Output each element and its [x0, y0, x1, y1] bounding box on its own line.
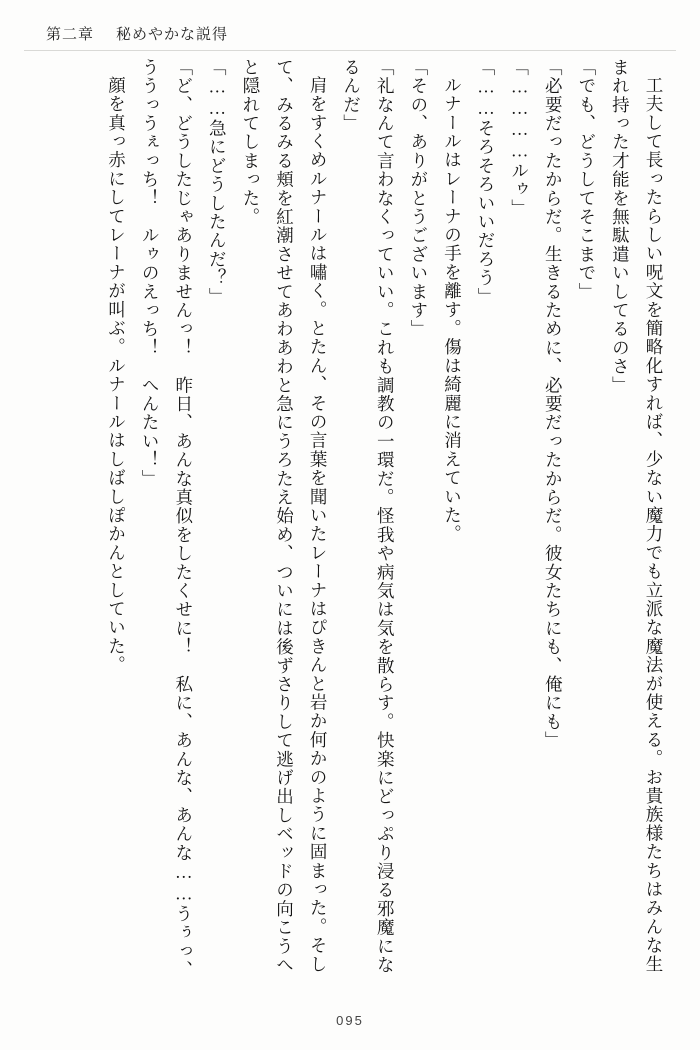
paragraph: 「その、ありがとうございます」 [408, 58, 429, 339]
paragraph: 顔を真っ赤にしてレーナが叫ぶ。ルナールはしばしぽかんとしていた。 [106, 75, 127, 674]
paragraph: 「……そろそろいいだろう」 [476, 58, 497, 307]
page-number: 095 [336, 1013, 364, 1028]
chapter-title: 秘めやかな説得 [116, 26, 229, 43]
paragraph: 「…………ルゥ」 [509, 58, 530, 218]
paragraph: 肩をすくめルナールは嘯く。とたん、その言葉を聞いたレーナはぴきんと岩か何かのように固まった。そして、みるみる頬を紅潮させてあわあわと急にうろたえ始め、ついには後ずさりして逃げ出しベッドの向こうへと隠れてしまった。 [240, 58, 329, 975]
body-text [30, 58, 670, 988]
paragraph: 「でも、どうしてそこまで」 [576, 58, 597, 302]
paragraph: 「必要だったからだ。生きるために、必要だったからだ。彼女たちにも、俺にも」 [543, 58, 564, 750]
paragraph: 「礼なんて言わなくっていい。これも調教の一環だ。怪我や病気は気を散らす。快楽にどっぷり浸る邪魔になるんだ」 [341, 58, 396, 975]
page-header [0, 16, 700, 50]
chapter-number: 第二章 [46, 26, 95, 43]
paragraph: 工夫して長ったらしい呪文を簡略化すれば、少ない魔力でも立派な魔法が使える。お貴族様たちはみんな生まれ持った才能を無駄遣いしてるのさ」 [610, 58, 664, 974]
paragraph: ルナールはレーナの手を離す。傷は綺麗に消えていた。 [442, 75, 463, 543]
paragraph: 「ど、どうしたじゃありませんっ！ 昨日、あんな真似をしたくせに！ 私に、あんな、あんな……うぅっ、ううっうぇっち！ ルゥのえっち！ へんたい！」 [140, 58, 194, 980]
paragraph: 「……急にどうしたんだ？」 [207, 58, 228, 307]
header-divider [24, 50, 676, 51]
